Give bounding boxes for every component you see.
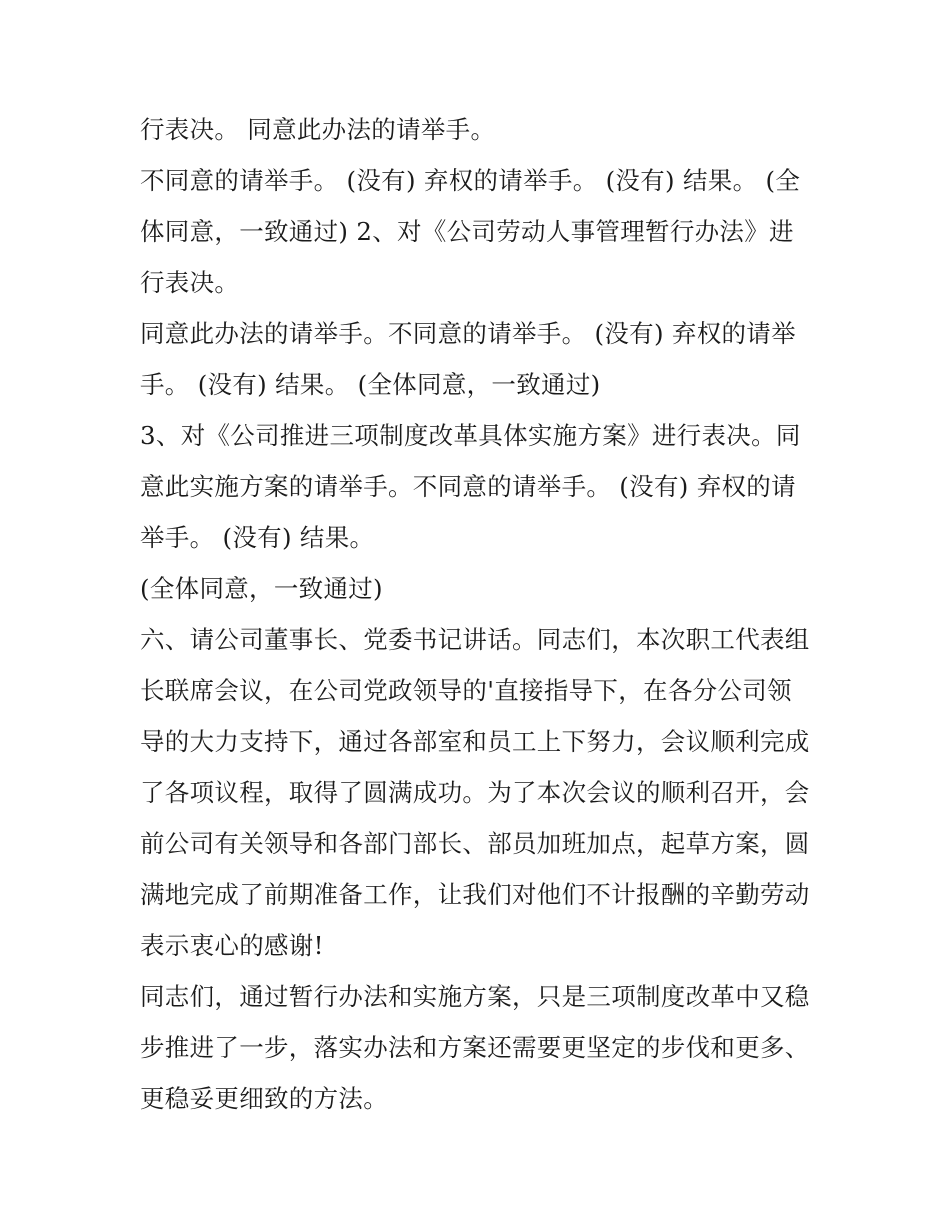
text-line: 表示衷心的感谢! xyxy=(140,931,324,960)
text-line: (全体同意，一致通过) xyxy=(140,574,383,603)
text-line: 导的大力支持下，通过各部室和员工上下努力，会议顺利完成 xyxy=(140,727,810,756)
text-line: 体同意，一致通过) 2、对《公司劳动人事管理暂行办法》进 xyxy=(140,217,794,246)
text-line: 意此实施方案的请举手。不同意的请举手。 (没有) 弃权的请 xyxy=(140,472,796,501)
text-line: 长联席会议，在公司党政领导的'直接指导下，在各分公司领 xyxy=(140,676,792,705)
text-line: 举手。 (没有) 结果。 xyxy=(140,523,375,552)
text-line: 同意此办法的请举手。不同意的请举手。 (没有) 弃权的请举 xyxy=(140,319,796,348)
text-line: 满地完成了前期准备工作，让我们对他们不计报酬的辛勤劳动 xyxy=(140,880,810,909)
text-line: 了各项议程，取得了圆满成功。为了本次会议的顺利召开，会 xyxy=(140,778,810,807)
text-line: 前公司有关领导和各部门部长、部员加班加点，起草方案，圆 xyxy=(140,829,810,858)
text-line: 行表决。 xyxy=(140,268,240,297)
text-line: 更稳妥更细致的方法。 xyxy=(140,1084,388,1113)
text-line: 六、请公司董事长、党委书记讲话。同志们，本次职工代表组 xyxy=(140,625,810,654)
text-line: 同志们，通过暂行办法和实施方案，只是三项制度改革中又稳 xyxy=(140,982,810,1011)
text-line: 手。 (没有) 结果。 (全体同意，一致通过) xyxy=(140,370,601,399)
text-line: 3、对《公司推进三项制度改革具体实施方案》进行表决。同 xyxy=(140,421,801,450)
document-body xyxy=(140,104,820,1124)
text-line: 不同意的请举手。 (没有) 弃权的请举手。 (没有) 结果。 (全 xyxy=(140,166,801,195)
text-line: 步推进了一步，落实办法和方案还需要更坚定的步伐和更多、 xyxy=(140,1033,810,1062)
text-line: 行表决。 同意此办法的请举手。 xyxy=(140,115,496,144)
